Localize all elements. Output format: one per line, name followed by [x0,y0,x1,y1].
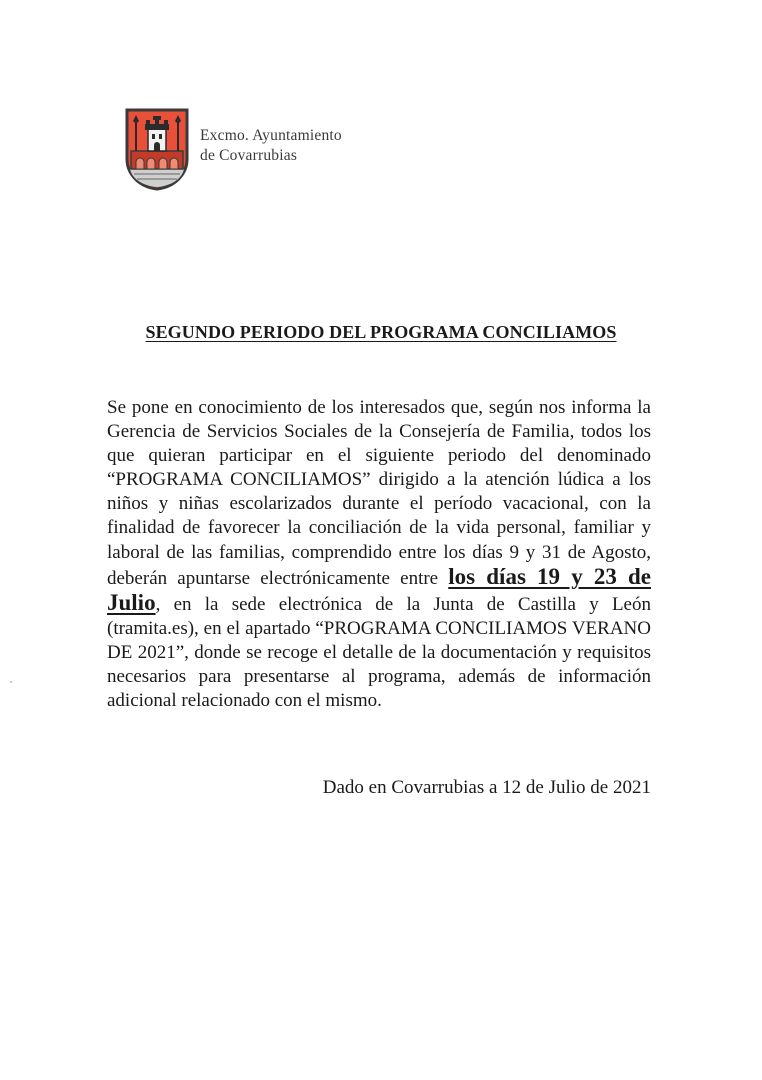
highlighted-dates: los días 19 y 23 de Julio [107,563,651,615]
organization-name-line1: Excmo. Ayuntamiento [200,127,342,144]
letterhead [124,107,342,191]
body-text-part1: Se pone en conocimiento de los interesados que, según nos informa la Gerencia de Servicios Sociales de la Consejería de Familia, todos los que quieran participar en el siguiente periodo del denominado “PROGRAMA CONCILIAMOS” dirigido a la atención lúdica a los niños y niñas escolarizados durante el período vacacional, con la finalidad de favorecer la conciliación de la vida personal, familiar y laboral de las familias, comprendido entre los días 9 y 31 de Agosto, deberán apuntarse electrónicamente entre [107,397,651,589]
document-body [107,396,651,713]
organization-name [200,126,342,166]
scan-speck [10,681,12,683]
organization-name-line2: de Covarrubias [200,147,298,164]
body-text-part2: , en la sede electrónica de la Junta de Castilla y León (tramita.es), en el apartado “PROGRAMA CONCILIAMOS VERANO DE 2021”, donde se recoge el detalle de la documentación y requisitos necesarios para presentarse al programa, además de información adicional relacionado con el mismo. [107,593,651,712]
date-signoff: Dado en Covarrubias a 12 de Julio de 2021 [322,777,651,798]
document-title: SEGUNDO PERIODO DEL PROGRAMA CONCILIAMOS [145,322,617,342]
municipal-coat-of-arms-icon [124,107,190,191]
